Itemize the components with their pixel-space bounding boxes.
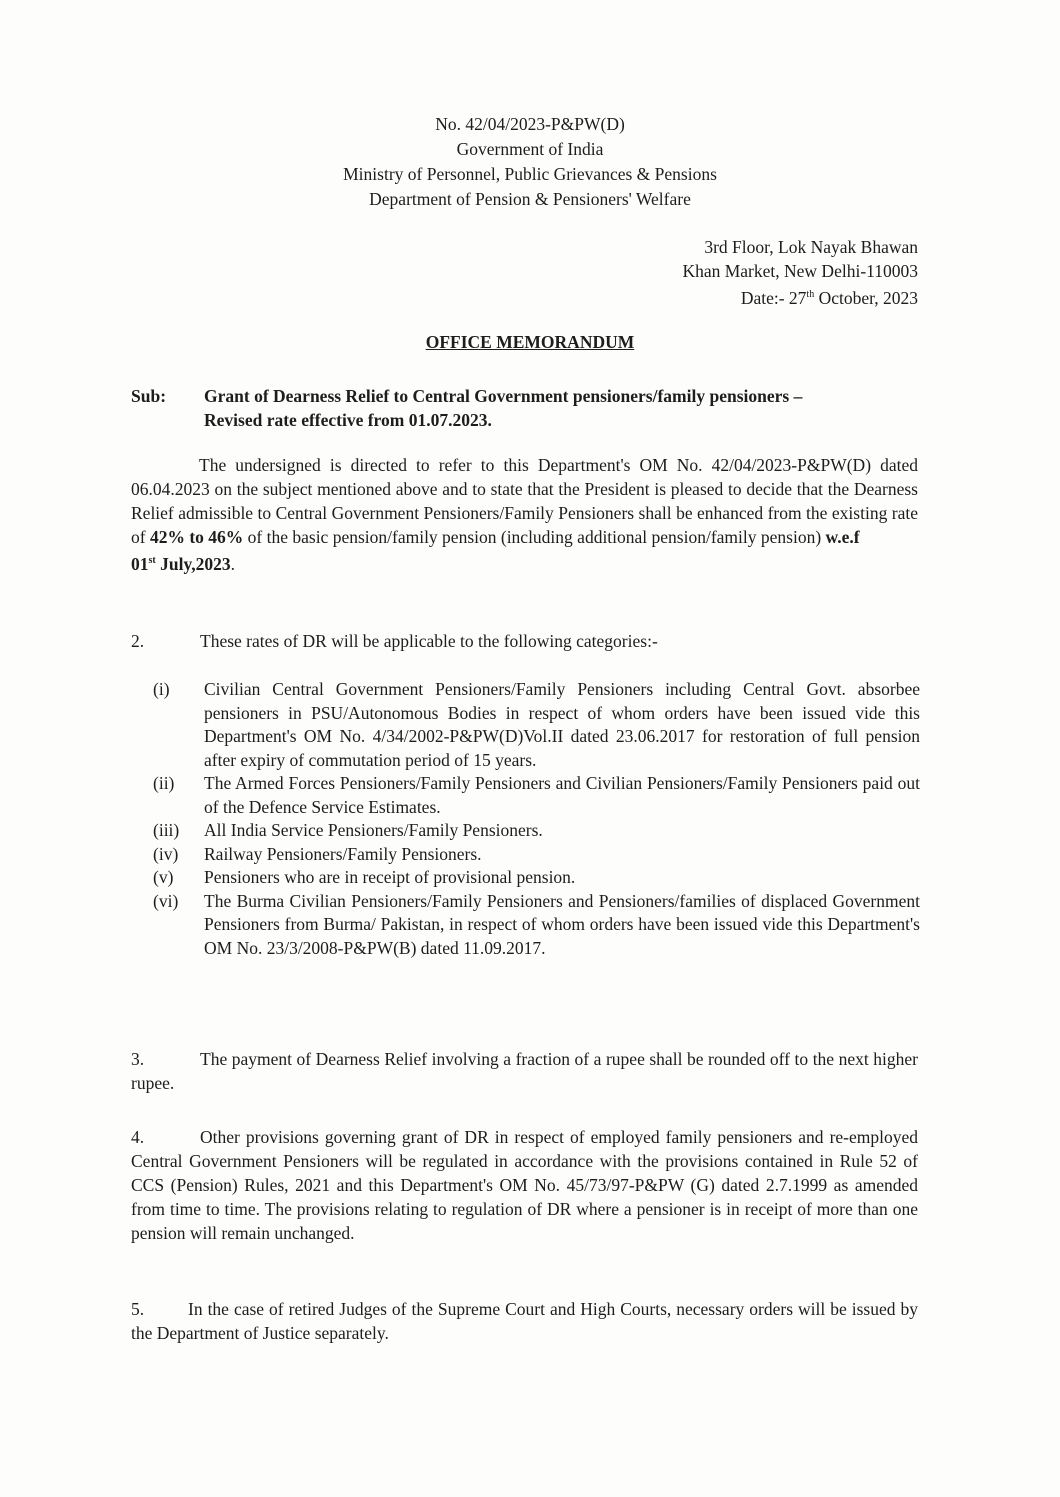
- subject-line: [131, 384, 931, 432]
- list-item: (ii) The Armed Forces Pensioners/Family Pensioners and Civilian Pensioners/Family Pensioners paid out of the Defence Service Estimates.: [153, 773, 920, 817]
- subject-label: Sub:: [131, 386, 167, 406]
- subject-text-line-1: Grant of Dearness Relief to Central Government pensioners/family pensioners –: [204, 386, 803, 406]
- paragraph-3: 3. The payment of Dearness Relief involving a fraction of a rupee shall be rounded off to the next higher rupee.: [131, 1049, 918, 1093]
- list-item: (i) Civilian Central Government Pensioners/Family Pensioners including Central Govt. absorbee pensioners in PSU/Autonomous Bodies in respect of whom orders have been issued vide this Department's OM No. 4/34/2002-P&PW(D)Vol.II dated 23.06.2017 for restoration of full pension after expiry of commutation period of 15 years.: [153, 679, 920, 770]
- department-name: Department of Pension & Pensioners' Welfare: [369, 189, 691, 209]
- ministry-name: Ministry of Personnel, Public Grievances & Pensions: [343, 164, 717, 184]
- subject-text-line-2: Revised rate effective from 01.07.2023.: [204, 410, 492, 430]
- government-name: Government of India: [456, 139, 604, 159]
- address-line-1: 3rd Floor, Lok Nayak Bhawan: [704, 237, 918, 257]
- paragraph-5: 5. In the case of retired Judges of the Supreme Court and High Courts, necessary orders will be issued by the Department of Justice separately.: [131, 1299, 918, 1343]
- address-line-2: Khan Market, New Delhi-110003: [682, 261, 918, 281]
- paragraph-4: 4. Other provisions governing grant of DR in respect of employed family pensioners and re-employed Central Government Pensioners will be regulated in accordance with the provisions contained in Rule 52 of CCS (Pension) Rules, 2021 and this Department's OM No. 45/73/97-P&PW (G) dated 2.7.1999 as amended from time to time. The provisions relating to regulation of DR where a pensioner is in receipt of more than one pension will remain unchanged.: [131, 1127, 918, 1243]
- paragraph-2: 2. These rates of DR will be applicable to the following categories:-: [131, 631, 658, 651]
- reference-number: No. 42/04/2023-P&PW(D): [435, 114, 625, 134]
- categories-list: [153, 678, 920, 960]
- page-title: OFFICE MEMORANDUM: [425, 332, 635, 352]
- list-item: (iii) All India Service Pensioners/Family Pensioners.: [153, 820, 543, 840]
- list-item: (v) Pensioners who are in receipt of provisional pension.: [153, 867, 576, 887]
- list-item: (iv) Railway Pensioners/Family Pensioners.: [153, 843, 482, 864]
- memo-date: Date:- 27th October, 2023: [740, 287, 918, 308]
- letterhead: [0, 112, 1060, 212]
- office-address: [682, 235, 918, 310]
- list-item: (vi) The Burma Civilian Pensioners/Family Pensioners and Pensioners/families of displaced Government Pensioners from Burma/ Pakistan, in respect of whom orders have been issued vide this Department's OM No. 23/3/2008-P&PW(B) dated 11.09.2017.: [153, 890, 920, 958]
- paragraph-1: The undersigned is directed to refer to this Department's OM No. 42/04/2023-P&PW(D) dated 06.04.2023 on the subject mentioned above and to state that the President is pleased to decide that the Dearness Relief admissible to Central Government Pensioners/Family Pensioners shall be enhanced from the existing rate of 42% to 46% of the basic pension/family pension (including additional pension/family pension) w.e.f 01st July,2023.: [131, 455, 918, 574]
